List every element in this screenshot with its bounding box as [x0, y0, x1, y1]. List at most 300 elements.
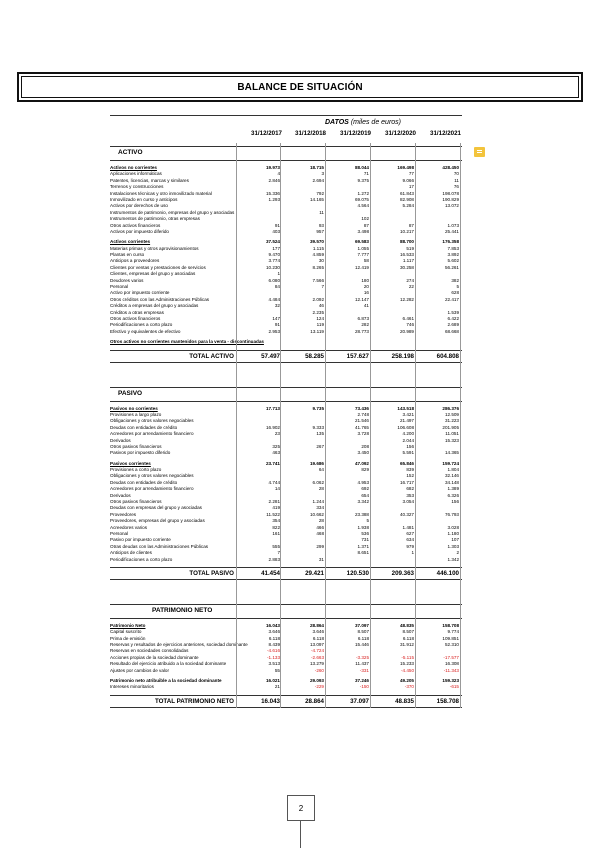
row-value: 31.223 [444, 418, 459, 424]
row-value: 267 [316, 443, 324, 449]
row-value: 32.146 [444, 473, 459, 479]
row-value: 39.570 [309, 239, 324, 245]
row-label: Provisiones a corto plazo [110, 467, 162, 473]
row-value: 11.437 [355, 661, 369, 667]
row-label: Activos por derechos de uso [110, 203, 168, 209]
row-value: 65.846 [399, 460, 414, 466]
row-value: -17.577 [443, 654, 459, 660]
row-value: 1.293 [268, 196, 280, 202]
row-value: 6.118 [402, 635, 414, 641]
row-label: Materias primas y otros aprovisionamientos [110, 245, 199, 251]
row-value: -4.450 [400, 667, 414, 673]
row-value: 5 [366, 518, 369, 524]
row-value: 106.608 [397, 424, 414, 430]
row-value: 3.450 [357, 450, 369, 456]
row-value: 325 [272, 443, 280, 449]
row-value: 1 [411, 550, 414, 556]
row-value: 2.748 [357, 411, 369, 417]
row-value: 147 [272, 315, 280, 321]
row-value: 536 [361, 530, 369, 536]
row-value: 16.043 [265, 622, 280, 628]
row-value: 159.724 [442, 460, 459, 466]
row-value: 7.566 [312, 277, 324, 283]
row-value: 201.905 [442, 424, 459, 430]
row-value: 69.075 [354, 196, 369, 202]
row-label: Otros activos financieros [110, 315, 161, 321]
row-value: 4.953 [357, 479, 369, 485]
row-value: 654 [361, 492, 369, 498]
patrimonio-total-value: 16.043 [261, 697, 280, 705]
row-value: 28.773 [354, 328, 369, 334]
balance-sheet-table [110, 115, 462, 708]
row-value: 2.883 [268, 556, 280, 562]
row-value: 3.498 [357, 228, 369, 234]
row-label: Personal [110, 530, 129, 536]
row-value: 839 [406, 467, 414, 473]
page-number-box [287, 795, 315, 821]
row-value: -260 [314, 667, 324, 673]
row-label: Clientes por ventas y prestaciones de servicios [110, 264, 206, 270]
row-value: 282 [361, 322, 369, 328]
row-label: Proveedores, empresas del grupo y asociadas [110, 518, 205, 524]
row-value: 88.044 [354, 165, 369, 170]
comment-note-icon[interactable] [474, 147, 485, 157]
row-label: Intereses minoritarios [110, 684, 154, 690]
column-divider [236, 143, 237, 708]
row-value: 6.118 [357, 635, 369, 641]
row-value: 22.417 [444, 296, 459, 302]
patrimonio-total-row [110, 695, 462, 708]
datos-caption [325, 119, 401, 126]
row-value: 208 [361, 443, 369, 449]
page-number: 2 [298, 803, 304, 813]
row-label: Inmovilizado en curso y anticipos [110, 196, 178, 202]
row-value: 84 [274, 284, 280, 290]
row-label: Otros activos no corrientes mantenidos para la venta - discontinuadas [110, 339, 264, 345]
row-value: 109.851 [442, 635, 459, 641]
row-label: Activos no corrientes [110, 165, 157, 170]
row-value: 11.522 [266, 511, 280, 517]
activo-header [110, 146, 462, 161]
table-row [110, 229, 462, 235]
row-value: 9.470 [268, 252, 280, 258]
row-value: 21.546 [354, 418, 369, 424]
row-value: 23.741 [265, 460, 280, 466]
row-value: 177 [272, 245, 280, 251]
activo-total-value: 58.285 [305, 352, 324, 360]
row-value: 3.774 [268, 258, 280, 264]
row-value: 628 [451, 290, 459, 296]
row-value: 6.873 [357, 315, 369, 321]
row-value: 555 [272, 543, 280, 549]
row-value: 1.389 [447, 486, 459, 492]
row-value: 627 [406, 530, 414, 536]
row-value: -3.325 [355, 654, 369, 660]
patrimonio-header-label: PATRIMONIO NETO [152, 606, 213, 614]
row-value: 15.446 [354, 642, 369, 648]
row-value: 30.258 [399, 264, 414, 270]
row-value: 1.055 [357, 245, 369, 251]
row-value: 4.200 [402, 431, 414, 437]
row-label: Efectivo y equivalentes de efectivo [110, 328, 181, 334]
activo-header-label: ACTIVO [118, 149, 143, 156]
row-value: 40.327 [399, 511, 414, 517]
row-label: Patrimonio Neto [110, 622, 146, 628]
year-header-1: 31/12/2018 [295, 130, 326, 137]
row-value: 31.912 [399, 642, 414, 648]
row-value: -150 [359, 684, 369, 690]
row-value: 13.072 [444, 203, 459, 209]
row-label: Créditos a empresas del grupo y asociadas [110, 303, 199, 309]
row-value: 3.028 [447, 524, 459, 530]
row-label: Otras deudas con las Administraciones Públicas [110, 543, 209, 549]
row-value: -11.343 [443, 667, 459, 673]
row-value: 3 [321, 171, 324, 177]
pasivo-total-value: 41.454 [261, 569, 280, 577]
row-value: 135 [316, 431, 324, 437]
row-value: 1.272 [357, 190, 369, 196]
row-label: Ajustes por cambios de valor [110, 667, 169, 673]
row-value: 23 [274, 431, 280, 437]
row-value: 56.261 [444, 264, 459, 270]
column-divider [370, 143, 371, 708]
row-value: 41.765 [354, 424, 369, 430]
row-value: 11.051 [445, 431, 459, 437]
row-value: 29.093 [309, 678, 324, 684]
row-value: 12.282 [399, 296, 414, 302]
patrimonio-total-value: 37.097 [350, 697, 369, 705]
row-value: 1.938 [357, 524, 369, 530]
row-value: 17 [408, 184, 414, 190]
row-value: 634 [406, 537, 414, 543]
row-value: 16.902 [265, 424, 280, 430]
row-label: Proveedores [110, 511, 137, 517]
patrimonio-header [110, 604, 462, 619]
row-value: 11 [319, 209, 324, 215]
row-label: Acreedores por arrendamiento financiero [110, 486, 194, 492]
row-value: 14.365 [444, 450, 459, 456]
row-label: Acciones propias de la sociedad dominante [110, 654, 199, 660]
row-value: 382 [451, 277, 459, 283]
activo-total-value: 604.808 [436, 352, 459, 360]
row-value: 6.422 [447, 315, 459, 321]
row-value: 3.646 [312, 629, 324, 635]
row-label: Capital suscrito [110, 629, 142, 635]
row-value: 156 [406, 443, 414, 449]
row-value: 6.080 [268, 277, 280, 283]
row-label: Resultado del ejercicio atribuido a la sociedad dominante [110, 661, 227, 667]
row-value: 48.835 [399, 622, 414, 628]
row-value: 9.774 [447, 629, 459, 635]
activo-total-row [110, 350, 462, 363]
row-value: 25.441 [444, 228, 459, 234]
row-value: 1.073 [447, 222, 459, 228]
row-label: Derivados [110, 437, 131, 443]
row-value: 5 [456, 284, 459, 290]
row-value: 2.846 [268, 177, 280, 183]
row-value: 3.054 [402, 499, 414, 505]
row-value: 1.481 [402, 524, 414, 530]
row-value: 4.564 [357, 203, 369, 209]
row-value: 1.244 [312, 499, 324, 505]
row-label: Otros activos financieros [110, 222, 161, 228]
row-value: 403 [272, 228, 280, 234]
pasivo-total-row [110, 567, 462, 580]
row-value: 37.524 [265, 239, 280, 245]
row-label: Deudas con entidades de crédito [110, 424, 178, 430]
row-label: Obligaciones y otros valores negociables [110, 418, 194, 424]
row-value: 5.602 [447, 258, 459, 264]
row-label: Anticipos a proveedores [110, 258, 160, 264]
row-value: 463 [272, 450, 280, 456]
row-value: 19.973 [265, 165, 280, 170]
row-value: -229 [314, 684, 324, 690]
activo-total-value: 157.627 [346, 352, 369, 360]
row-value: 829 [361, 467, 369, 473]
table-header [110, 115, 462, 146]
page-number-stem [300, 820, 301, 848]
table-row [110, 329, 462, 335]
row-label: Periodificaciones a corto plazo [110, 556, 173, 562]
row-value: 5.284 [402, 203, 414, 209]
row-label: Deudores varios [110, 277, 144, 283]
row-value: 746 [406, 322, 414, 328]
row-value: 61.843 [399, 190, 414, 196]
row-value: 68.668 [444, 328, 459, 334]
row-value: 9.375 [357, 177, 369, 183]
row-value: 7 [321, 284, 324, 290]
datos-label: DATOS [325, 119, 349, 126]
row-value: 3.342 [357, 499, 369, 505]
row-value: 428.450 [442, 165, 459, 170]
row-value: 31 [318, 556, 324, 562]
table-row [110, 557, 462, 563]
row-value: 158.708 [442, 622, 459, 628]
row-value: 419 [272, 505, 280, 511]
row-label: Personal [110, 284, 129, 290]
row-value: 1.371 [357, 543, 369, 549]
row-value: 692 [361, 486, 369, 492]
pasivo-total-value: 120.530 [346, 569, 369, 577]
row-value: 286.376 [442, 405, 459, 411]
table-row [110, 450, 462, 456]
row-value: 3.421 [402, 411, 414, 417]
row-value: 3.728 [357, 431, 369, 437]
row-value: 12.147 [354, 296, 369, 302]
row-value: 16.021 [265, 678, 280, 684]
patrimonio-total-value: 28.864 [305, 697, 324, 705]
row-value: 28.864 [309, 622, 324, 628]
row-value: 6.062 [312, 479, 324, 485]
row-value: 1.342 [447, 556, 459, 562]
row-value: -2.663 [310, 654, 324, 660]
row-value: 4.484 [268, 296, 280, 302]
table-row [110, 668, 462, 674]
row-value: 8.265 [312, 264, 324, 270]
row-value: 82.908 [399, 196, 414, 202]
row-value: 13.097 [309, 642, 324, 648]
row-value: 16.308 [444, 661, 459, 667]
row-label: Prima de emisión [110, 635, 146, 641]
row-label: Otros créditos con las Administraciones Públicas [110, 296, 210, 302]
row-value: 15.336 [265, 190, 280, 196]
row-value: 1 [277, 271, 280, 277]
row-value: 23.388 [354, 511, 369, 517]
row-value: 77 [408, 171, 414, 177]
row-value: 28 [318, 486, 324, 492]
row-value: 792 [316, 190, 324, 196]
row-value: 21 [274, 684, 280, 690]
row-value: 7.777 [357, 252, 369, 258]
row-value: 70 [453, 171, 459, 177]
row-value: 143.518 [397, 405, 414, 411]
row-value: 8.507 [357, 629, 369, 635]
row-label: Terrenos y construcciones [110, 184, 164, 190]
row-value: 73.436 [354, 405, 369, 411]
row-label: Pasivos corrientes [110, 460, 151, 466]
row-label: Activos por impuesto diferido [110, 228, 169, 234]
row-label: Créditos a otras empresas [110, 309, 164, 315]
row-label: Acreedores por arrendamiento financiero [110, 431, 194, 437]
row-value: 7 [277, 550, 280, 556]
column-divider [415, 143, 416, 708]
row-value: 21.497 [399, 418, 414, 424]
row-value: 14 [274, 486, 280, 492]
row-value: 16 [363, 290, 369, 296]
patrimonio-section [110, 604, 462, 708]
row-value: 13.279 [309, 661, 324, 667]
row-value: 9.333 [312, 424, 324, 430]
year-header-0: 31/12/2017 [251, 130, 282, 137]
row-value: 8.439 [268, 642, 280, 648]
row-value: 12.509 [444, 411, 459, 417]
row-value: -1.133 [266, 654, 280, 660]
row-value: 15.323 [444, 437, 459, 443]
row-value: 69.583 [354, 239, 369, 245]
column-divider [460, 143, 461, 708]
row-value: 957 [316, 228, 324, 234]
row-value: 7.853 [447, 245, 459, 251]
row-value: 13.119 [310, 328, 324, 334]
row-value: -4.616 [266, 648, 280, 654]
row-label: Activo por impuesto corriente [110, 290, 170, 296]
row-value: 87 [408, 222, 414, 228]
row-label: Pasivos por impuesto diferido [110, 450, 171, 456]
year-header-row [110, 130, 462, 140]
row-value: 52.310 [444, 642, 459, 648]
row-value: 9.735 [312, 405, 324, 411]
row-value: 8.507 [402, 629, 414, 635]
row-value: 1.539 [447, 309, 459, 315]
row-value: 119 [316, 322, 324, 328]
row-value: 107 [451, 537, 459, 543]
activo-total-value: 57.497 [261, 352, 280, 360]
row-value: 76 [453, 184, 459, 190]
row-value: 169.498 [397, 165, 414, 170]
pasivo-section [110, 387, 462, 580]
row-value: 14.165 [309, 196, 324, 202]
row-value: 16.717 [399, 479, 414, 485]
row-value: 198.078 [442, 190, 459, 196]
row-value: 822 [272, 524, 280, 530]
row-label: Obligaciones y otros valores negociables [110, 473, 194, 479]
row-value: 1.303 [447, 543, 459, 549]
row-value: 88.700 [399, 239, 414, 245]
row-label: Clientes, empresas del grupo y asociadas [110, 271, 196, 277]
row-value: 11 [454, 177, 459, 183]
row-label: Reservas y resultados de ejercicios anteriores, sociedad dominante [110, 642, 248, 648]
row-value: 2.953 [268, 328, 280, 334]
row-value: 2.092 [312, 296, 324, 302]
row-value: 87 [363, 222, 369, 228]
row-value: 20.989 [399, 328, 414, 334]
row-label: Otros pasivos financieros [110, 443, 162, 449]
row-value: 156 [451, 499, 459, 505]
row-value: 34.148 [444, 479, 459, 485]
row-value: 2.689 [447, 322, 459, 328]
row-value: 5.591 [402, 450, 414, 456]
row-value: 4 [277, 171, 280, 177]
row-value: 10.217 [399, 228, 414, 234]
row-value: 1.804 [447, 467, 459, 473]
row-label: Periodificaciones a corto plazo [110, 322, 173, 328]
row-value: 10.230 [265, 264, 280, 270]
row-value: 91 [274, 222, 280, 228]
row-value: 93 [318, 222, 324, 228]
activo-total-value: 258.198 [391, 352, 414, 360]
row-value: 176.358 [442, 239, 459, 245]
row-value: 28 [318, 518, 324, 524]
pasivo-header [110, 387, 462, 402]
row-value: 6.461 [402, 315, 414, 321]
row-value: -370 [404, 684, 414, 690]
row-label: Derivados [110, 492, 131, 498]
row-value: 682 [406, 486, 414, 492]
table-row [110, 684, 462, 690]
row-label: Instrumentos de patrimonio, otras empresas [110, 216, 200, 222]
row-value: 6.118 [268, 635, 280, 641]
row-value: 76.793 [444, 511, 459, 517]
row-value: 2.281 [268, 499, 280, 505]
patrimonio-total-value: 48.835 [395, 697, 414, 705]
row-value: 71 [363, 171, 369, 177]
row-value: 731 [361, 537, 369, 543]
row-value: 299 [316, 543, 324, 549]
row-label: Patentes, licencias, marcas y similares [110, 177, 189, 183]
row-value: 2.235 [312, 309, 324, 315]
row-value: -4.724 [310, 648, 324, 654]
datos-units: (miles de euros) [350, 119, 401, 126]
column-divider [325, 143, 326, 708]
row-value: 32 [274, 303, 280, 309]
row-value: 30 [318, 258, 324, 264]
row-label: Patrimonio neto atribuible a la sociedad dominante [110, 678, 222, 684]
row-value: 20 [363, 284, 369, 290]
row-value: 180 [361, 277, 369, 283]
row-label: Reservas en sociedades consolidadas [110, 648, 189, 654]
row-value: 102 [361, 216, 369, 222]
row-label: Otros pasivos financieros [110, 499, 162, 505]
row-value: 2.044 [402, 437, 414, 443]
row-value: 55 [274, 667, 280, 673]
row-value: 37.097 [354, 622, 369, 628]
row-value: 2.694 [312, 177, 324, 183]
row-value: 354 [272, 518, 280, 524]
row-value: 37.246 [354, 678, 369, 684]
row-value: 22 [408, 284, 414, 290]
row-value: 18.715 [309, 165, 324, 170]
row-value: 8.651 [357, 550, 369, 556]
